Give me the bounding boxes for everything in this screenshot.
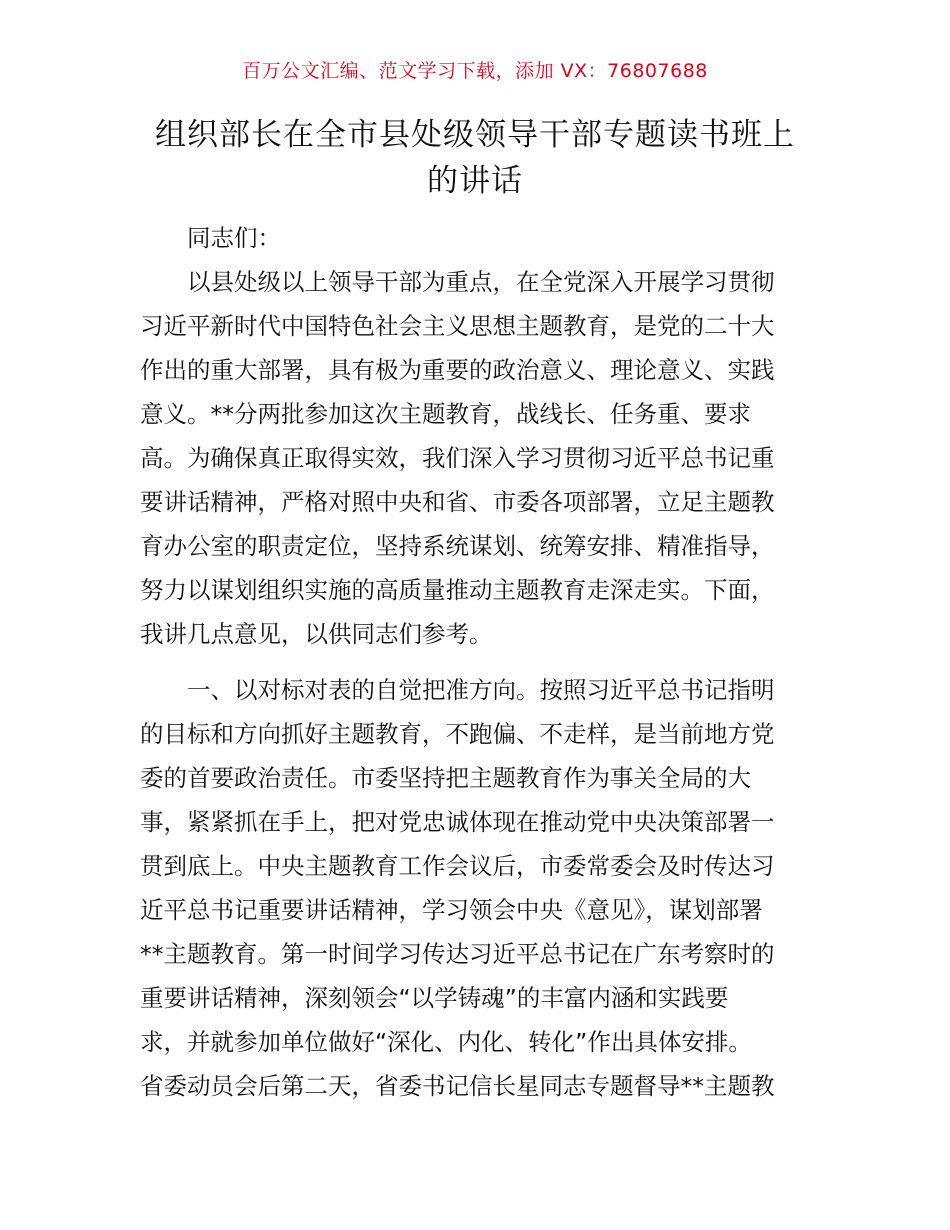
paragraph-line: 求，并就参加单位做好“深化、内化、转化”作出具体安排。: [140, 1028, 752, 1056]
paragraph-line: 贯到底上。中央主题教育工作会议后，市委常委会及时传达习: [140, 852, 775, 880]
paragraph-line: 委的首要政治责任。市委坚持把主题教育作为事关全局的大: [140, 764, 751, 792]
paragraph-line: 重要讲话精神，深刻领会“以学铸魂”的丰富内涵和实践要: [140, 984, 729, 1012]
paragraph-line: 高。为确保真正取得实效，我们深入学习贯彻习近平总书记重: [140, 444, 775, 472]
paragraph-line: 以县处级以上领导干部为重点，在全党深入开展学习贯彻: [187, 268, 775, 296]
title-line-2: 的讲话: [427, 163, 523, 199]
paragraph-line: 要讲话精神，严格对照中央和省、市委各项部署，立足主题教: [140, 488, 775, 516]
paragraph-line: 习近平新时代中国特色社会主义思想主题教育，是党的二十大: [140, 312, 775, 340]
paragraph-line: 意义。**分两批参加这次主题教育，战线长、任务重、要求: [140, 400, 751, 428]
paragraph-line: 的目标和方向抓好主题教育，不跑偏、不走样，是当前地方党: [140, 720, 775, 748]
title-line-1: 组织部长在全市县处级领导干部专题读书班上: [155, 117, 795, 153]
paragraph-line: 我讲几点意见，以供同志们参考。: [140, 620, 493, 648]
paragraph-line: 努力以谋划组织实施的高质量推动主题教育走深走实。下面，: [140, 576, 775, 604]
watermark-banner: 百万公文汇编、范文学习下载，添加 VX：76807688: [242, 60, 708, 82]
paragraph-1: [140, 260, 820, 656]
document-title: [100, 112, 850, 204]
document-body: [140, 216, 820, 1108]
paragraph-line: 一、以对标对表的自觉把准方向。按照习近平总书记指明: [187, 676, 775, 704]
paragraph-line: **主题教育。第一时间学习传达习近平总书记在广东考察时的: [140, 940, 775, 968]
paragraph-line: 近平总书记重要讲话精神，学习领会中央《意见》，谋划部署: [140, 896, 763, 924]
paragraph-line: 育办公室的职责定位，坚持系统谋划、统筹安排、精准指导，: [140, 532, 775, 560]
paragraph-line: 事，紧紧抓在手上，把对党忠诚体现在推动党中央决策部署一: [140, 808, 775, 836]
paragraph-2: [140, 668, 820, 1108]
paragraph-line: 作出的重大部署，具有极为重要的政治意义、理论意义、实践: [140, 356, 775, 384]
paragraph-spacer: [140, 656, 820, 668]
paragraph-line: 省委动员会后第二天，省委书记信长星同志专题督导**主题教: [140, 1072, 775, 1100]
greeting: 同志们：: [187, 224, 281, 252]
